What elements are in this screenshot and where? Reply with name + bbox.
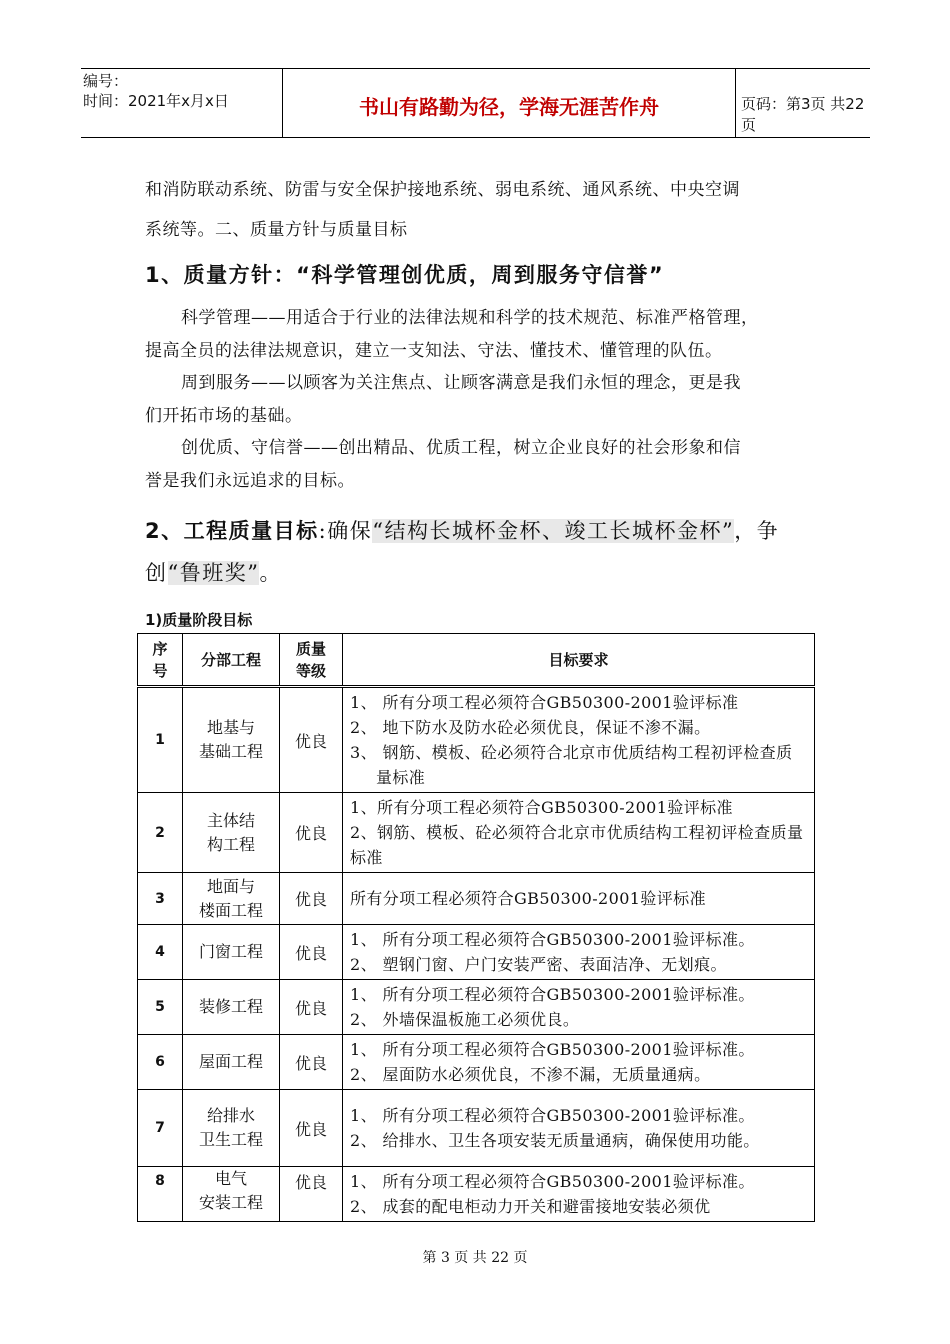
quality-target-heading-label: 2、工程质量目标 [145,519,319,543]
requirement-item: 1、 所有分项工程必须符合GB50300-2001验评标准。 [350,1172,755,1191]
row-name-line-1: 地面与 [206,876,255,896]
table-header-row [138,634,815,687]
header-motto-cell [282,69,736,137]
header-page-info: 页码：第3页 共22页 [741,95,865,134]
quality-target-heading-line-2 [145,557,282,587]
row-requirement [343,980,815,1035]
header-motto: 书山有路勤为径，学海无涯苦作舟 [359,95,659,119]
stage-goal-heading: 1)质量阶段目标 [145,611,253,629]
row-name-line-2: 安装工程 [198,1193,263,1212]
row-requirement [343,1035,815,1090]
row-grade: 优良 [280,873,343,925]
header-grade: 质量等级 [280,634,343,687]
policy-paragraph-1-line-1: 科学管理——用适合于行业的法律法规和科学的技术规范、标准严格管理， [181,308,759,328]
quality-target-heading [145,515,779,545]
page-footer: 第 3 页 共 22 页 [422,1250,528,1266]
row-name: 装修工程 [183,980,280,1035]
table-row [138,687,815,793]
row-no: 2 [138,793,183,873]
quality-target-heading-tail: ，争 [734,519,780,543]
table-row [138,1167,815,1222]
intro-line-1: 和消防联动系统、防雷与安全保护接地系统、弱电系统、通风系统、中央空调 [145,180,740,200]
row-no: 7 [138,1090,183,1167]
requirement-item: 2、钢筋、模板、砼必须符合北京市优质结构工程初评检查质量标准 [350,823,804,867]
requirement-item: 2、 成套的配电柜动力开关和避雷接地安装必须优 [350,1197,711,1216]
requirement-item: 1、所有分项工程必须符合GB50300-2001验评标准 [350,798,733,817]
row-grade: 优良 [280,1090,343,1167]
row-grade: 优良 [280,687,343,793]
requirement-item: 1、 所有分项工程必须符合GB50300-2001验评标准。 [350,985,755,1004]
quality-goals-table [137,633,815,1222]
row-no: 4 [138,925,183,980]
requirement-item: 所有分项工程必须符合GB50300-2001验评标准 [350,889,706,908]
header-requirement: 目标要求 [343,634,815,687]
row-grade: 优良 [280,925,343,980]
policy-paragraph-2-line-2: 们开拓市场的基础。 [145,406,303,426]
row-name-line-2: 楼面工程 [198,900,263,920]
requirement-item: 2、 屋面防水必须优良，不渗不漏，无质量通病。 [350,1065,711,1084]
requirement-item: 1、 所有分项工程必须符合GB50300-2001验评标准 [350,693,739,712]
quality-target-goal-2: “鲁班奖” [167,561,260,585]
quality-target-heading-end: 。 [259,561,282,585]
header-meta [81,69,281,137]
quality-policy-heading: 1、质量方针：“科学管理创优质，周到服务守信誉” [145,263,665,287]
row-requirement [343,687,815,793]
row-no: 6 [138,1035,183,1090]
quality-target-heading-colon: :确保 [318,519,373,543]
row-name-line-2: 构工程 [206,834,255,854]
requirement-item: 2、 塑钢门窗、户门安装严密、表面洁净、无划痕。 [350,955,727,974]
row-name [183,687,280,793]
requirement-item: 1、 所有分项工程必须符合GB50300-2001验评标准。 [350,1106,755,1125]
row-requirement [343,793,815,873]
header-no: 序号 [138,634,183,687]
policy-paragraph-3-line-2: 誉是我们永远追求的目标。 [145,471,355,491]
row-grade: 优良 [280,1035,343,1090]
requirement-item: 1、 所有分项工程必须符合GB50300-2001验评标准。 [350,1040,755,1059]
row-name: 门窗工程 [183,925,280,980]
quality-target-goal-1: “结构长城杯金杯、竣工长城杯金杯” [372,519,735,543]
row-requirement [343,873,815,925]
row-name [183,793,280,873]
requirement-item: 2、 外墙保温板施工必须优良。 [350,1010,580,1029]
row-no: 5 [138,980,183,1035]
row-name [183,1167,280,1222]
row-no: 8 [138,1167,183,1222]
table-row [138,1090,815,1167]
row-requirement [343,1167,815,1222]
table-row [138,925,815,980]
table-row [138,873,815,925]
row-name-line-1: 主体结 [206,810,255,830]
row-grade: 优良 [280,1167,343,1222]
row-grade: 优良 [280,980,343,1035]
document-number-label: 编号： [83,72,129,90]
quality-target-heading-prefix: 创 [145,561,168,585]
row-no: 3 [138,873,183,925]
header-name: 分部工程 [183,634,280,687]
row-name [183,1090,280,1167]
policy-paragraph-1-line-2: 提高全员的法律法规意识，建立一支知法、守法、懂技术、懂管理的队伍。 [145,341,723,361]
row-name-line-2: 基础工程 [198,742,263,761]
row-requirement [343,925,815,980]
document-date: 时间：2021年x月x日 [83,92,229,110]
row-name-line-1: 给排水 [206,1106,255,1125]
table-row [138,793,815,873]
table-row [138,980,815,1035]
intro-line-2: 系统等。二、质量方针与质量目标 [145,220,408,240]
row-grade: 优良 [280,793,343,873]
row-requirement [343,1090,815,1167]
requirement-item: 2、 给排水、卫生各项安装无质量通病，确保使用功能。 [350,1131,760,1150]
policy-paragraph-3-line-1: 创优质、守信誉——创出精品、优质工程，树立企业良好的社会形象和信 [181,438,741,458]
requirement-item: 1、 所有分项工程必须符合GB50300-2001验评标准。 [350,930,755,949]
policy-paragraph-2-line-1: 周到服务——以顾客为关注焦点、让顾客满意是我们永恒的理念，更是我 [181,373,741,393]
page-header [81,68,870,138]
requirement-item: 2、 地下防水及防水砼必须优良，保证不渗不漏。 [350,718,711,737]
row-name [183,873,280,925]
requirement-item: 3、 钢筋、模板、砼必须符合北京市优质结构工程初评检查质量标准 [350,743,793,787]
row-name: 屋面工程 [183,1035,280,1090]
row-name-line-2: 卫生工程 [198,1130,263,1149]
row-name-line-1: 地基与 [206,718,255,737]
row-no: 1 [138,687,183,793]
row-name-line-1: 电气 [214,1169,247,1188]
table-row [138,1035,815,1090]
